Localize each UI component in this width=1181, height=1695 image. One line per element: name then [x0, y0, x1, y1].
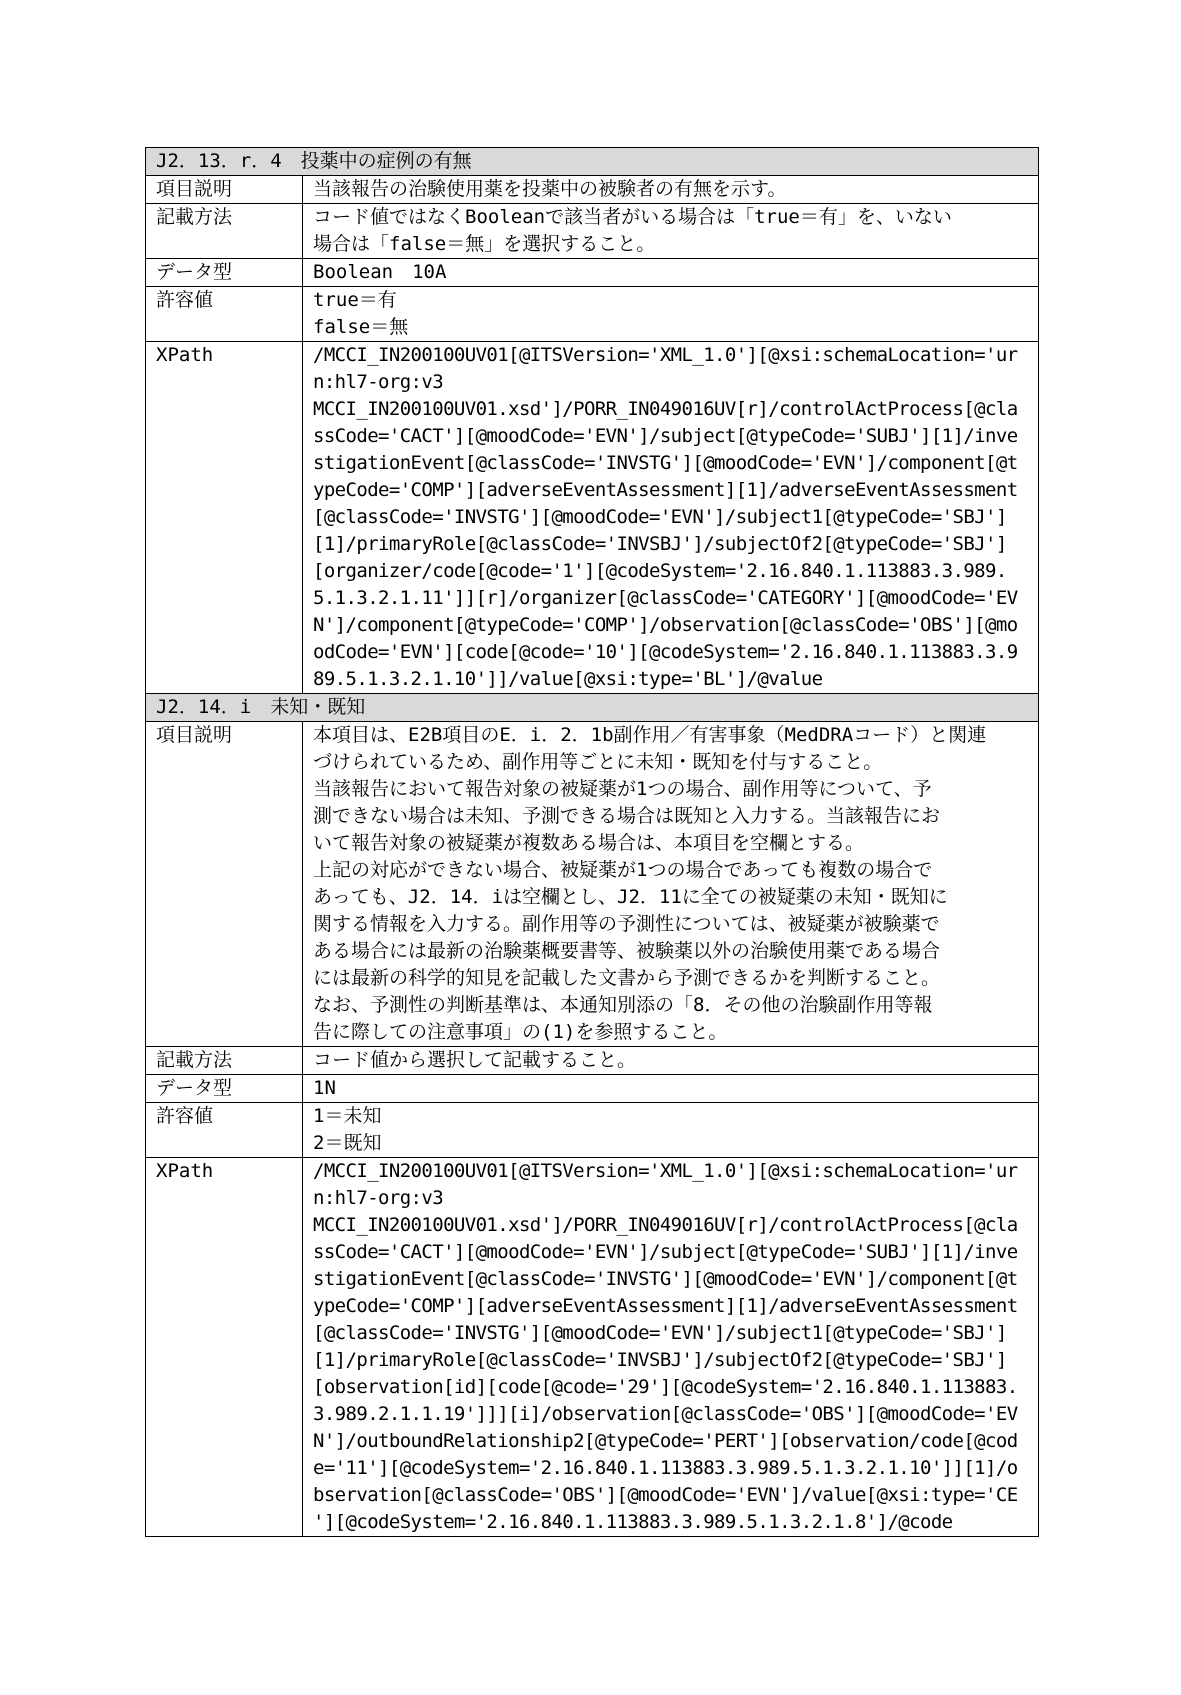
table-row-allowed: [146, 287, 1039, 342]
text-line: コード値ではなくBooleanで該当者がいる場合は「true＝有」を、いない: [313, 206, 952, 228]
text-line: 3.989.2.1.1.19']]][i]/observation[@classCode='OBS'][@moodCode='EV: [313, 1403, 1018, 1425]
table-row-description: [146, 722, 1039, 1047]
section-header: J2．13．r．4 投薬中の症例の有無: [146, 148, 1039, 176]
row-label: 項目説明: [146, 722, 303, 1047]
text-line: 本項目は、E2B項目のE．i．2．1b副作用／有害事象（MedDRAコード）と関連: [313, 724, 987, 746]
table-row-description: [146, 176, 1039, 204]
text-line: stigationEvent[@classCode='INVSTG'][@moodCode='EVN']/component[@t: [313, 1268, 1018, 1290]
text-line: [1]/primaryRole[@classCode='INVSBJ']/subjectOf2[@typeCode='SBJ']: [313, 533, 1007, 555]
row-value: [303, 1158, 1039, 1537]
text-line: /MCCI_IN200100UV01[@ITSVersion='XML_1.0'][@xsi:schemaLocation='ur: [313, 344, 1018, 366]
row-label: データ型: [146, 1075, 303, 1103]
text-line: true＝有: [313, 289, 397, 311]
text-line: N']/component[@typeCode='COMP']/observation[@classCode='OBS'][@mo: [313, 614, 1018, 636]
row-label: XPath: [146, 1158, 303, 1537]
row-label: データ型: [146, 259, 303, 287]
text-line: Boolean 10A: [313, 261, 447, 283]
text-line: 告に際しての注意事項」の(1)を参照すること。: [313, 1021, 728, 1043]
text-line: 測できない場合は未知、予測できる場合は既知と入力する。当該報告にお: [313, 805, 941, 827]
text-line: ypeCode='COMP'][adverseEventAssessment][1]/adverseEventAssessment: [313, 1295, 1018, 1317]
text-line: [@classCode='INVSTG'][@moodCode='EVN']/subject1[@typeCode='SBJ']: [313, 506, 1007, 528]
text-line: ssCode='CACT'][@moodCode='EVN']/subject[@typeCode='SUBJ'][1]/inve: [313, 425, 1018, 447]
text-line: 1N: [313, 1077, 336, 1099]
table-row-datatype: [146, 259, 1039, 287]
text-line: ある場合には最新の治験薬概要書等、被験薬以外の治験使用薬である場合: [313, 940, 941, 962]
text-line: N']/outboundRelationship2[@typeCode='PERT'][observation/code[@cod: [313, 1430, 1018, 1452]
table-row-xpath: [146, 1158, 1039, 1537]
text-line: コード値から選択して記載すること。: [313, 1049, 637, 1071]
text-line: ypeCode='COMP'][adverseEventAssessment][1]/adverseEventAssessment: [313, 479, 1018, 501]
row-value: [303, 287, 1039, 342]
table-row-method: [146, 1047, 1039, 1075]
text-line: 場合は「false＝無」を選択すること。: [313, 233, 656, 255]
text-line: stigationEvent[@classCode='INVSTG'][@moodCode='EVN']/component[@t: [313, 452, 1018, 474]
text-line: あっても、J2．14．iは空欄とし、J2．11に全ての被疑薬の未知・既知に: [313, 886, 948, 908]
text-line: /MCCI_IN200100UV01[@ITSVersion='XML_1.0'][@xsi:schemaLocation='ur: [313, 1160, 1018, 1182]
text-line: MCCI_IN200100UV01.xsd']/PORR_IN049016UV[r]/controlActProcess[@cla: [313, 398, 1018, 420]
section-header-row: [146, 694, 1039, 722]
row-label: XPath: [146, 342, 303, 694]
text-line: [observation[id][code[@code='29'][@codeSystem='2.16.840.1.113883.: [313, 1376, 1018, 1398]
row-value: [303, 1103, 1039, 1158]
text-line: には最新の科学的知見を記載した文書から予測できるかを判断すること。: [313, 967, 941, 989]
section-header-row: [146, 148, 1039, 176]
table-row-method: [146, 204, 1039, 259]
row-value: [303, 342, 1039, 694]
row-value: [303, 1047, 1039, 1075]
text-line: づけられているため、副作用等ごとに未知・既知を付与すること。: [313, 751, 883, 773]
text-line: e='11'][@codeSystem='2.16.840.1.113883.3.989.5.1.3.2.1.10']][1]/o: [313, 1457, 1018, 1479]
table-body: [146, 148, 1039, 1537]
text-line: 2＝既知: [313, 1132, 382, 1154]
text-line: [1]/primaryRole[@classCode='INVSBJ']/subjectOf2[@typeCode='SBJ']: [313, 1349, 1007, 1371]
text-line: odCode='EVN'][code[@code='10'][@codeSystem='2.16.840.1.113883.3.9: [313, 641, 1018, 663]
row-value: [303, 722, 1039, 1047]
text-line: [organizer/code[@code='1'][@codeSystem='2.16.840.1.113883.3.989.: [313, 560, 1007, 582]
row-label: 記載方法: [146, 1047, 303, 1075]
table-row-allowed: [146, 1103, 1039, 1158]
text-line: なお、予測性の判断基準は、本通知別添の「8．その他の治験副作用等報: [313, 994, 933, 1016]
text-line: MCCI_IN200100UV01.xsd']/PORR_IN049016UV[r]/controlActProcess[@cla: [313, 1214, 1018, 1236]
text-line: n:hl7-org:v3: [313, 371, 444, 393]
row-value: [303, 204, 1039, 259]
row-value: [303, 176, 1039, 204]
text-line: 関する情報を入力する。副作用等の予測性については、被疑薬が被験薬で: [313, 913, 940, 935]
text-line: '][@codeSystem='2.16.840.1.113883.3.989.5.1.3.2.1.8']/@code: [313, 1511, 953, 1533]
row-value: [303, 259, 1039, 287]
row-label: 項目説明: [146, 176, 303, 204]
text-line: 当該報告において報告対象の被疑薬が1つの場合、副作用等について、予: [313, 778, 932, 800]
text-line: いて報告対象の被疑薬が複数ある場合は、本項目を空欄とする。: [313, 832, 865, 854]
row-value: [303, 1075, 1039, 1103]
text-line: ssCode='CACT'][@moodCode='EVN']/subject[@typeCode='SUBJ'][1]/inve: [313, 1241, 1018, 1263]
text-line: [@classCode='INVSTG'][@moodCode='EVN']/subject1[@typeCode='SBJ']: [313, 1322, 1007, 1344]
text-line: 89.5.1.3.2.1.10']]/value[@xsi:type='BL']/@value: [313, 668, 823, 690]
text-line: 上記の対応ができない場合、被疑薬が1つの場合であっても複数の場合で: [313, 859, 933, 881]
text-line: 5.1.3.2.1.11']][r]/organizer[@classCode='CATEGORY'][@moodCode='EV: [313, 587, 1018, 609]
table-row-datatype: [146, 1075, 1039, 1103]
row-label: 記載方法: [146, 204, 303, 259]
section-header: J2．14．i 未知・既知: [146, 694, 1039, 722]
spec-table: [145, 147, 1039, 1537]
text-line: 当該報告の治験使用薬を投薬中の被験者の有無を示す。: [313, 178, 787, 200]
text-line: 1＝未知: [313, 1105, 382, 1127]
row-label: 許容値: [146, 287, 303, 342]
table-row-xpath: [146, 342, 1039, 694]
text-line: bservation[@classCode='OBS'][@moodCode='EVN']/value[@xsi:type='CE: [313, 1484, 1018, 1506]
text-line: n:hl7-org:v3: [313, 1187, 444, 1209]
text-line: false＝無: [313, 316, 409, 338]
row-label: 許容値: [146, 1103, 303, 1158]
